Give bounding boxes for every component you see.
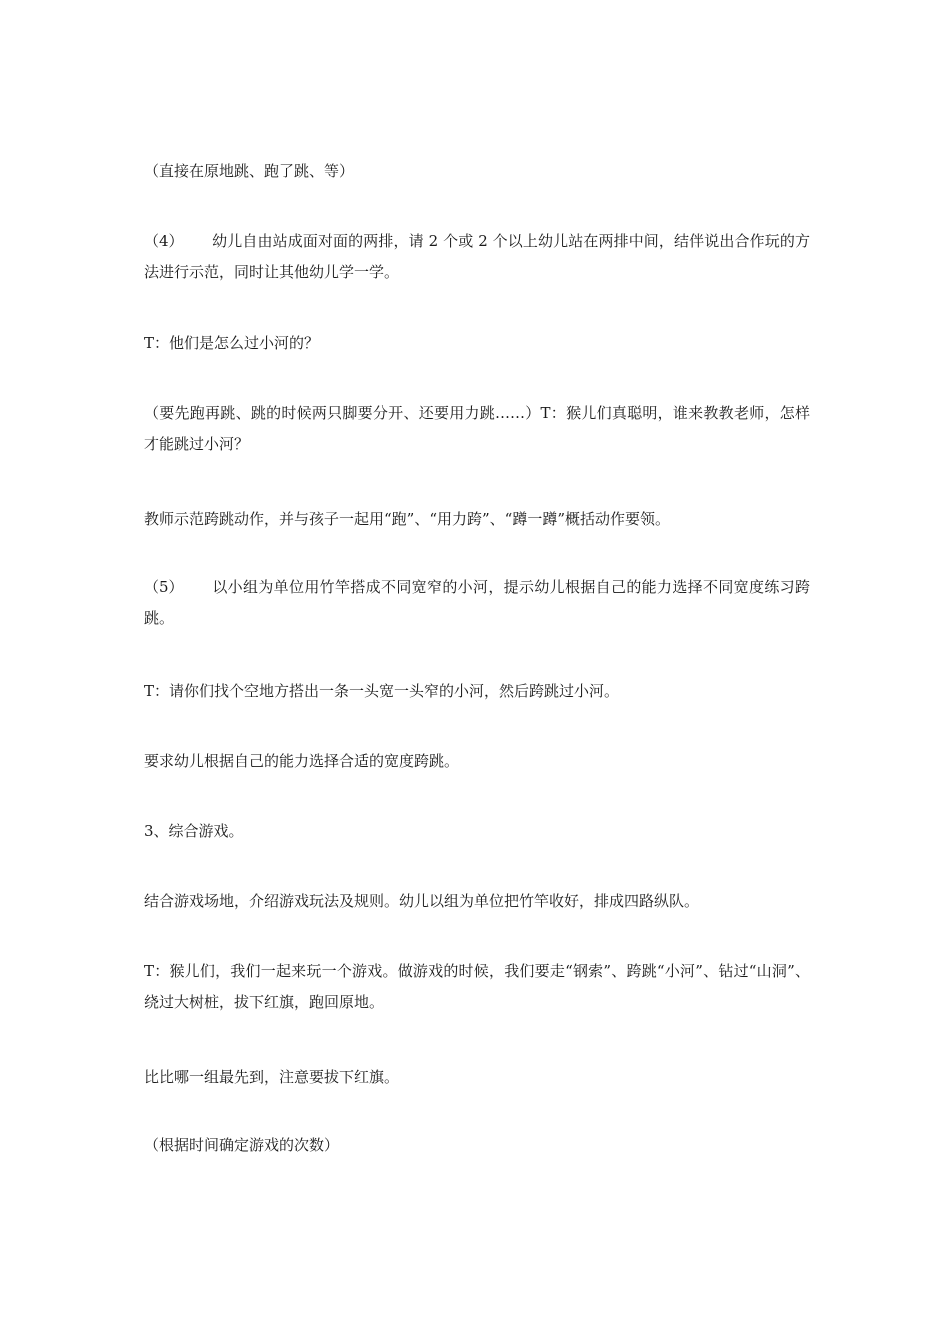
step-number: （5）: [144, 578, 184, 596]
paragraph-text: T：他们是怎么过小河的？: [144, 334, 320, 352]
section-heading-game: [144, 816, 810, 847]
paragraph-game-rules: [144, 886, 810, 917]
paragraph-teacher-demo: [144, 504, 810, 535]
paragraph-text: （直接在原地跳、跑了跳、等）: [144, 162, 355, 180]
paragraph-text: （根据时间确定游戏的次数）: [144, 1136, 340, 1154]
paragraph-text: 幼儿自由站成面对面的两排，请 2 个或 2 个以上幼儿站在两排中间，结伴说出合作玩的方法进行示范，同时让其他幼儿学一学。: [144, 232, 810, 281]
paragraph-step-4: [144, 226, 810, 288]
paragraph-text: 教师示范跨跳动作，并与孩子一起用“跑”、“用力跨”、“蹲一蹲”概括动作要领。: [144, 510, 671, 528]
paragraph-competition: [144, 1062, 810, 1093]
paragraph-text: （要先跑再跳、跳的时候两只脚要分开、还要用力跳……）T：猴儿们真聪明，谁来教教老师，怎样才能跳过小河？: [144, 404, 810, 453]
paragraph-teacher-question: [144, 328, 810, 359]
paragraph-note-jump-methods: [144, 156, 810, 187]
paragraph-text: 要求幼儿根据自己的能力选择合适的宽度跨跳。: [144, 752, 460, 770]
paragraph-step-5: [144, 572, 810, 634]
paragraph-note-repetitions: [144, 1130, 810, 1161]
step-number: （4）: [144, 232, 184, 250]
paragraph-text: 结合游戏场地，介绍游戏玩法及规则。幼儿以组为单位把竹竿收好，排成四路纵队。: [144, 892, 700, 910]
paragraph-text: 以小组为单位用竹竿搭成不同宽窄的小河，提示幼儿根据自己的能力选择不同宽度练习跨跳。: [144, 578, 810, 627]
paragraph-text: T：请你们找个空地方搭出一条一头宽一头窄的小河，然后跨跳过小河。: [144, 682, 620, 700]
paragraph-text: 比比哪一组最先到，注意要拔下红旗。: [144, 1068, 400, 1086]
paragraph-requirement: [144, 746, 810, 777]
paragraph-text: T：猴儿们，我们一起来玩一个游戏。做游戏的时候，我们要走“钢索”、跨跳“小河”、钻过“山洞”、绕过大树桩，拔下红旗，跑回原地。: [144, 962, 810, 1011]
paragraph-text: 3、综合游戏。: [144, 822, 244, 840]
paragraph-teacher-instruction: [144, 676, 810, 707]
paragraph-game-intro: [144, 956, 810, 1018]
paragraph-children-answer: [144, 398, 810, 460]
